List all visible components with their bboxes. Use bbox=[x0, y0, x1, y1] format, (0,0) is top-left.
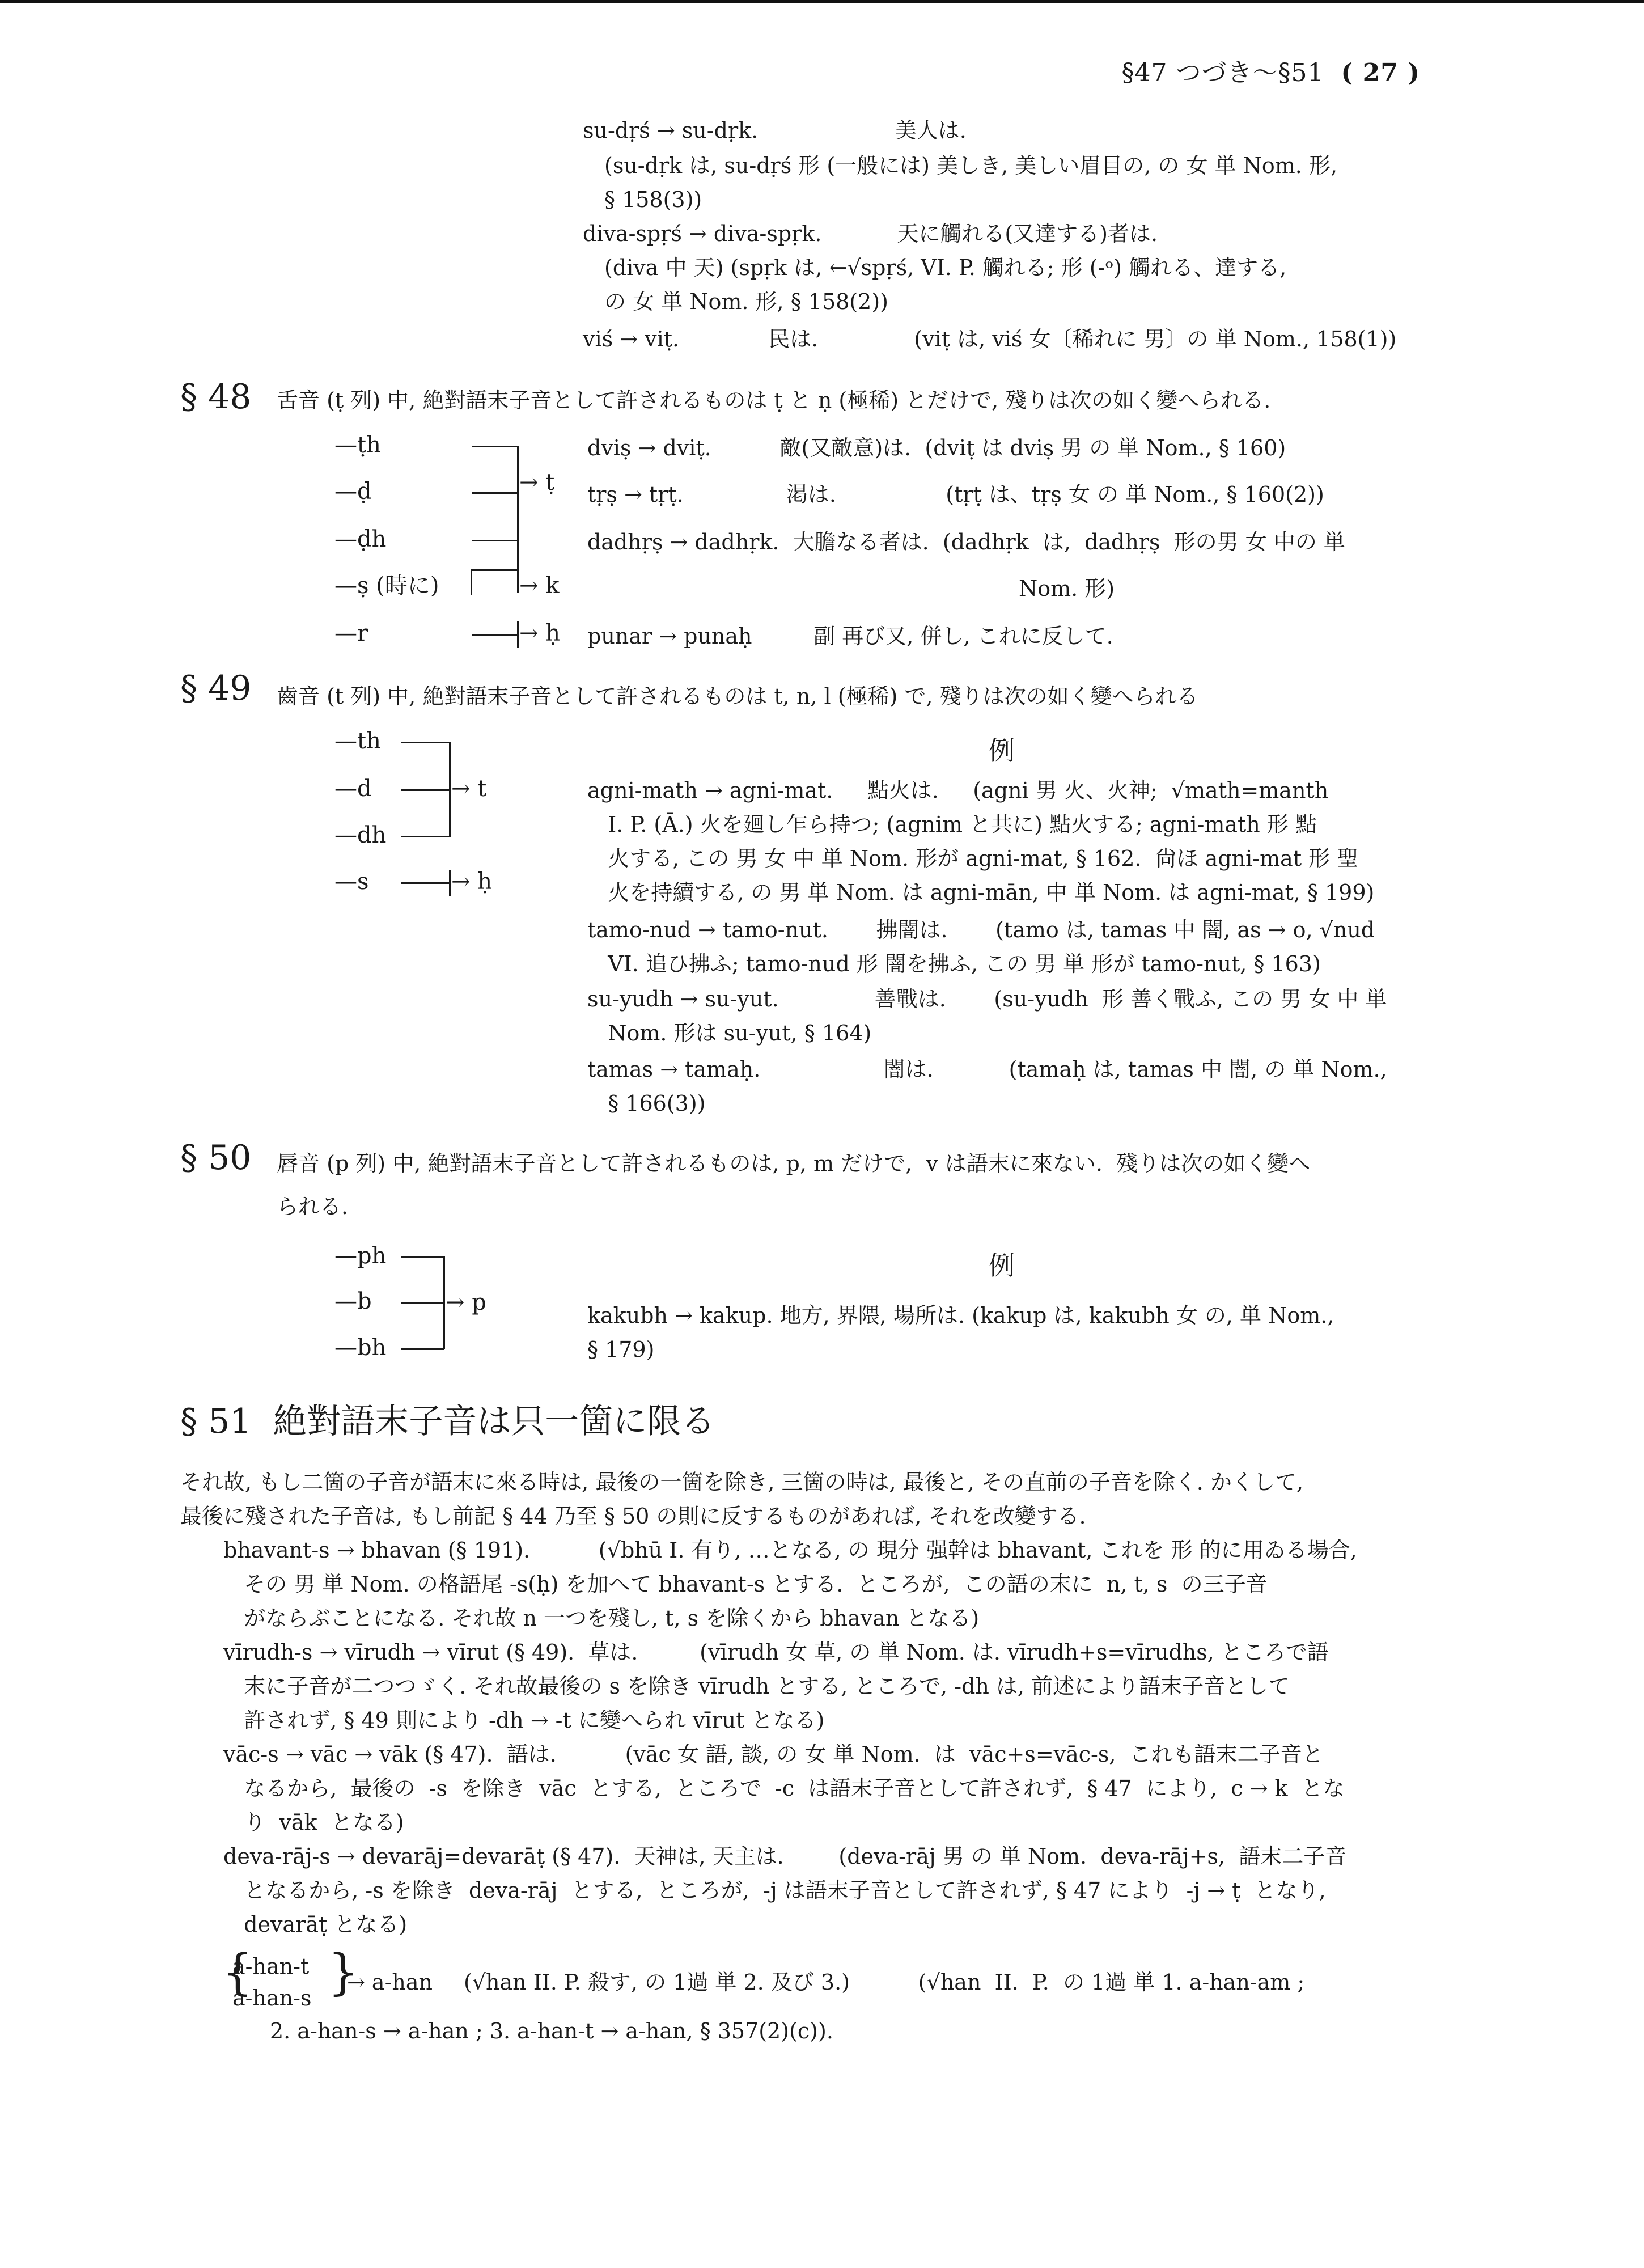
entry-line: vīrudh-s → vīrudh → vīrut (§ 49). 草は. (vīrudh 女 草, の 単 Nom. は. vīrudh+s=vīrudhs, ところで語 bbox=[223, 1640, 1329, 1665]
section-49-intro: 齒音 (t 列) 中, 絶對語末子音として許されるものは t, n, l (極稀) で, 殘りは次の如く變へられる bbox=[277, 684, 1198, 709]
bracket-line bbox=[401, 789, 450, 791]
entry-line: deva-rāj-s → devarāj=devarāṭ (§ 47). 天神は, 天主は. (deva-rāj 男 の 単 Nom. deva-rāj+s, 語末二子音 bbox=[223, 1844, 1347, 1869]
ahan-note-cont: 2. a-han-s → a-han ; 3. a-han-t → a-han, § 357(2)(c)). bbox=[270, 2019, 833, 2043]
example-line: punar → punaḥ 副 再び又, 併し, これに反して. bbox=[587, 624, 1113, 649]
brace-left: { bbox=[222, 1944, 253, 2001]
source-consonant: —ṭh bbox=[334, 432, 381, 458]
target-consonant: → p bbox=[446, 1289, 486, 1315]
target-consonant: → k bbox=[519, 573, 560, 599]
ahan-result: → a-han bbox=[347, 1970, 433, 1995]
sec47-line: (su-dṛk は, su-dṛś 形 (一般には) 美しき, 美しい眉目の, の 女 単 Nom. 形, bbox=[604, 153, 1338, 178]
bracket-line bbox=[471, 569, 472, 595]
source-consonant: —ph bbox=[334, 1243, 387, 1269]
paragraph-line: それ故, もし二箇の子音が語末に來る時は, 最後の一箇を除き, 三箇の時は, 最後と, その直前の子音を除く. かくして, bbox=[180, 1470, 1304, 1495]
target-consonant: → ṭ bbox=[519, 469, 555, 496]
example-line: VI. 追ひ拂ふ; tamo-nud 形 闇を拂ふ, この 男 単 形が tamo-nut, § 163) bbox=[587, 951, 1321, 976]
source-consonant: —ṣ (時に) bbox=[334, 573, 439, 599]
source-consonant: —bh bbox=[334, 1335, 387, 1361]
example-line: tamas → tamaḥ. 闇は. (tamaḥ は, tamas 中 闇, の 単 Nom., bbox=[587, 1057, 1387, 1082]
brace-right: } bbox=[328, 1944, 359, 2001]
section-50-number: § 50 bbox=[180, 1138, 252, 1178]
bracket-line bbox=[443, 1256, 445, 1349]
sec47-line: § 158(3)) bbox=[604, 187, 702, 212]
sec47-line: viś → viṭ. 民は. (viṭ は, viś 女〔稀れに 男〕の 単 Nom., 158(1)) bbox=[583, 327, 1397, 352]
bracket-line bbox=[401, 1302, 444, 1304]
example-line: dviṣ → dviṭ. 敵(又敵意)は. (dviṭ は dviṣ 男 の 単 Nom., § 160) bbox=[587, 435, 1286, 460]
entry-line: なるから, 最後の -s を除き vāc とする, ところで -c は語末子音として許されず, § 47 により, c → k とな bbox=[223, 1776, 1345, 1801]
sec47-line: su-dṛś → su-dṛk. 美人は. bbox=[583, 118, 967, 143]
section-48-intro: 舌音 (ṭ 列) 中, 絶對語末子音として許されるものは ṭ と ṇ (極稀) とだけで, 殘りは次の如く變へられる. bbox=[277, 388, 1271, 413]
bracket-line bbox=[401, 836, 450, 837]
target-consonant: → ḥ bbox=[451, 869, 492, 895]
bracket-line bbox=[471, 569, 518, 571]
sec47-line: (diva 中 天) (spṛk は, ←√spṛś, VI. P. 觸れる; 形 (-ᵒ) 觸れる、達する, bbox=[604, 255, 1287, 280]
top-edge-rule bbox=[0, 0, 1644, 3]
example-heading: 例 bbox=[989, 1250, 1015, 1281]
ahan-note: (√han II. P. 殺す, の 1過 単 2. 及び 3.) (√han II. P. の 1過 単 1. a-han-am ; bbox=[464, 1970, 1305, 1995]
paragraph-line: 最後に殘された子音は, もし前記 § 44 乃至 § 50 の則に反するものがあれば, それを改變する. bbox=[180, 1504, 1086, 1529]
bracket-line bbox=[401, 1348, 444, 1350]
entry-line: がならぶことになる. それ故 n 一つを殘し, t, s を除くから bhavan となる) bbox=[223, 1606, 980, 1631]
source-consonant: —b bbox=[334, 1288, 372, 1314]
entry-line: となるから, -s を除き deva-rāj とする, ところが, -j は語末子音として許されず, § 47 により -j → ṭ となり, bbox=[223, 1878, 1326, 1903]
section-49-number: § 49 bbox=[180, 668, 252, 708]
example-line: agni-math → agni-mat. 點火は. (agni 男 火、火神; √math=manth bbox=[587, 778, 1329, 803]
example-heading: 例 bbox=[989, 735, 1015, 766]
example-line: Nom. 形) bbox=[587, 576, 1115, 601]
bracket-line bbox=[401, 1256, 444, 1258]
bracket-line bbox=[472, 540, 518, 541]
entry-line: bhavant-s → bhavan (§ 191). (√bhū I. 有り, …となる, の 現分 强幹は bhavant, これを 形 的に用ゐる場合, bbox=[223, 1538, 1357, 1563]
source-consonant: —s bbox=[334, 869, 369, 895]
example-line: § 166(3)) bbox=[587, 1091, 706, 1116]
example-line: I. P. (Ā.) 火を廻し乍ら持つ; (agnim と共に) 點火する; agni-math 形 點 bbox=[587, 812, 1317, 837]
example-line: 火する, この 男 女 中 単 Nom. 形が agni-mat, § 162. 尙ほ agni-mat 形 聖 bbox=[587, 846, 1359, 871]
bracket-line bbox=[517, 446, 519, 593]
example-line: kakubh → kakup. 地方, 界隈, 場所は. (kakup は, kakubh 女 の, 単 Nom., bbox=[587, 1303, 1334, 1328]
source-consonant: —ḍh bbox=[334, 526, 387, 552]
bracket-line bbox=[517, 621, 519, 648]
example-line: tamo-nud → tamo-nut. 拂闇は. (tamo は, tamas 中 闇, as → o, √nud bbox=[587, 917, 1375, 942]
page-number: ( 27 ) bbox=[1341, 58, 1420, 87]
entry-line: 末に子音が二つつゞく. それ故最後の s を除き vīrudh とする, ところで, -dh は, 前述により語末子音として bbox=[223, 1674, 1290, 1699]
sec47-line: diva-spṛś → diva-spṛk. 天に觸れる(又達する)者は. bbox=[583, 221, 1158, 246]
target-consonant: → ḥ bbox=[519, 620, 560, 646]
bracket-line bbox=[472, 492, 518, 494]
entry-line: devarāṭ となる) bbox=[223, 1912, 408, 1937]
bracket-line bbox=[401, 882, 450, 884]
section-51-title: 絶對語末子音は只一箇に限る bbox=[273, 1402, 715, 1441]
section-50-intro-cont: られる. bbox=[277, 1194, 349, 1219]
source-consonant: —dh bbox=[334, 822, 387, 848]
sec47-line: の 女 単 Nom. 形, § 158(2)) bbox=[604, 289, 888, 314]
entry-line: vāc-s → vāc → vāk (§ 47). 語は. (vāc 女 語, 談, の 女 単 Nom. は vāc+s=vāc-s, これも語末二子音と bbox=[223, 1742, 1324, 1767]
example-line: 火を持續する, の 男 単 Nom. は agni-mān, 中 単 Nom. は agni-mat, § 199) bbox=[587, 880, 1375, 905]
running-title: §47 つづき～§51 bbox=[1121, 58, 1324, 87]
ahan-form: a-han-t bbox=[232, 1954, 310, 1979]
entry-line: その 男 単 Nom. の格語尾 -s(ḥ) を加へて bhavant-s とする. ところが, この語の末に n, t, s の三子音 bbox=[223, 1572, 1268, 1597]
entry-line: 許されず, § 49 則により -dh → -t に變へられ vīrut となる) bbox=[223, 1708, 825, 1733]
target-consonant: → t bbox=[451, 776, 487, 802]
source-consonant: —r bbox=[334, 620, 368, 646]
example-line: tṛṣ → tṛṭ. 渇は. (tṛṭ は、tṛṣ 女 の 単 Nom., § 160(2)) bbox=[587, 482, 1324, 507]
section-51-number: § 51 bbox=[180, 1402, 252, 1441]
example-line: Nom. 形は su-yut, § 164) bbox=[587, 1021, 872, 1046]
example-line: su-yudh → su-yut. 善戰は. (su-yudh 形 善く戰ふ, この 男 女 中 単 bbox=[587, 987, 1387, 1012]
ahan-form: a-han-s bbox=[232, 1986, 312, 2011]
bracket-line bbox=[401, 742, 450, 743]
bracket-line bbox=[472, 634, 518, 636]
bracket-line bbox=[472, 446, 518, 447]
source-consonant: —d bbox=[334, 776, 372, 802]
section-50-intro: 唇音 (p 列) 中, 絶對語末子音として許されるものは, p, m だけで, v は語末に來ない. 殘りは次の如く變へ bbox=[277, 1151, 1311, 1176]
bracket-line bbox=[449, 742, 451, 837]
entry-line: り vāk となる) bbox=[223, 1810, 404, 1835]
source-consonant: —th bbox=[334, 728, 381, 754]
section-51-heading bbox=[180, 1402, 715, 1441]
source-consonant: —ḍ bbox=[334, 479, 372, 505]
example-line: dadhṛṣ → dadhṛk. 大膽なる者は. (dadhṛk は, dadhṛṣ 形の男 女 中の 単 bbox=[587, 530, 1345, 555]
running-header bbox=[1122, 52, 1420, 88]
bracket-line bbox=[449, 870, 451, 896]
section-48-number: § 48 bbox=[180, 377, 252, 417]
example-line: § 179) bbox=[587, 1337, 655, 1362]
